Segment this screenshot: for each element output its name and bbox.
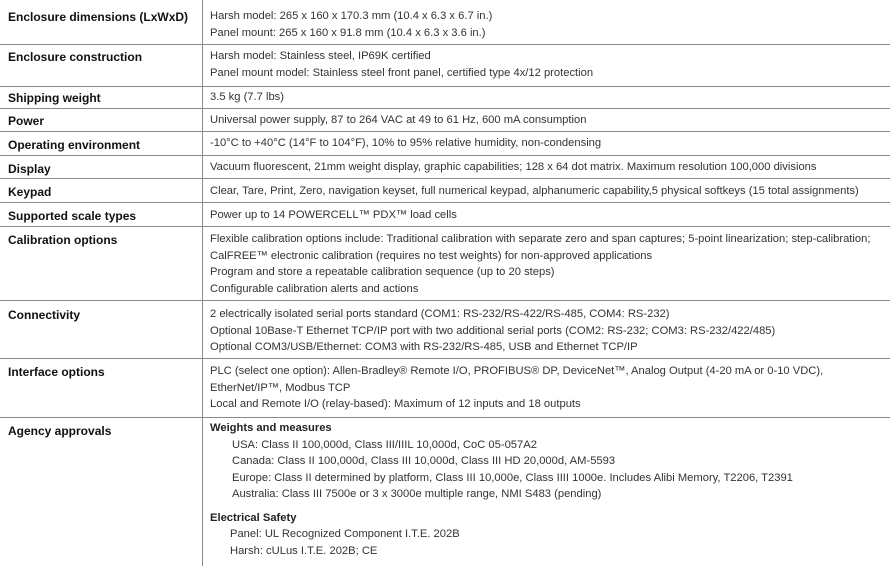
- approval-line: Australia: Class III 7500e or 3 x 3000e multiple range, NMI S483 (pending): [232, 488, 602, 500]
- spec-value: [210, 89, 284, 106]
- spec-value-line: Vacuum fluorescent, 21mm weight display, graphic capabilities; 128 x 64 dot matrix. Maximum resolution 100,000 divisions: [210, 161, 817, 173]
- column-divider: [202, 418, 203, 566]
- spec-label: Keypad: [8, 185, 52, 199]
- spec-value-line: Clear, Tare, Print, Zero, navigation keyset, full numerical keypad, alphanumeric capability,5 physical softkeys (15 total assignments): [210, 185, 859, 197]
- spec-value-line: Flexible calibration options include: Traditional calibration with separate zero and span captures; 5-point linearization; step-calibration;: [210, 233, 871, 245]
- column-divider: [202, 179, 203, 203]
- spec-row-keypad: [0, 178, 890, 202]
- spec-row-enclosure-construction: [0, 44, 890, 86]
- spec-value-line: Program and store a repeatable calibration sequence (up to 20 steps): [210, 266, 555, 278]
- spec-value-line: Harsh model: Stainless steel, IP69K certified: [210, 50, 431, 62]
- spec-value-line: Local and Remote I/O (relay-based): Maximum of 12 inputs and 18 outputs: [210, 398, 581, 410]
- spec-value-line: 3.5 kg (7.7 lbs): [210, 91, 284, 103]
- spec-value-line: Configurable calibration alerts and actions: [210, 282, 419, 295]
- spec-row-operating-environment: [0, 131, 890, 155]
- spec-value-line: CalFREE™ electronic calibration (requires no test weights) for non-approved applications: [210, 249, 653, 262]
- weights-and-measures-heading: Weights and measures: [210, 422, 332, 434]
- approval-line: Canada: Class II 100,000d, Class III 10,000d, Class III HD 20,000d, AM-5593: [232, 455, 616, 467]
- column-divider: [202, 87, 203, 109]
- spec-value-line: Panel mount: 265 x 160 x 91.8 mm (10.4 x 6.3 x 3.6 in.): [210, 26, 486, 39]
- column-divider: [202, 156, 203, 179]
- column-divider: [202, 203, 203, 227]
- approval-line: USA: Class II 100,000d, Class III/IIIL 10,000d, CoC 05-057A2: [232, 438, 537, 451]
- spec-value-line: 2 electrically isolated serial ports standard (COM1: RS-232/RS-422/RS-485, COM4: RS-232): [210, 308, 670, 320]
- spec-value-line: Panel mount model: Stainless steel front panel, certified type 4x/12 protection: [210, 66, 594, 79]
- spec-label: Supported scale types: [8, 209, 137, 223]
- spec-row-shipping-weight: [0, 86, 890, 108]
- spec-value-line: Optional COM3/USB/Ethernet: COM3 with RS-232/RS-485, USB and Ethernet TCP/IP: [210, 341, 638, 353]
- spec-label: Interface options: [8, 365, 105, 379]
- spec-label: Enclosure dimensions (LxWxD): [8, 10, 189, 24]
- spec-value-line: Universal power supply, 87 to 264 VAC at 49 to 61 Hz, 600 mA consumption: [210, 114, 587, 126]
- spec-row-agency-approvals: [0, 417, 890, 565]
- spec-row-enclosure-dimensions: [0, 0, 890, 44]
- spec-value: [210, 8, 492, 41]
- spec-value-line: Harsh model: 265 x 160 x 170.3 mm (10.4 x 6.3 x 6.7 in.): [210, 10, 493, 22]
- spec-label: Connectivity: [8, 308, 81, 322]
- spec-label: Display: [8, 162, 51, 176]
- spec-row-interface-options: [0, 358, 890, 417]
- column-divider: [202, 45, 203, 87]
- spec-value: [210, 183, 859, 200]
- spec-value-line: Power up to 14 POWERCELL™ PDX™ load cells: [210, 209, 457, 221]
- spec-row-supported-scale-types: [0, 202, 890, 226]
- spec-row-power: [0, 108, 890, 131]
- spec-value: [210, 159, 817, 176]
- spec-label: Power: [8, 114, 45, 128]
- spec-value: [210, 363, 823, 413]
- spec-value: [210, 306, 775, 356]
- spec-value: [210, 231, 870, 297]
- spec-value-line: EtherNet/IP™, Modbus TCP: [210, 381, 351, 394]
- spec-label: Enclosure construction: [8, 50, 143, 64]
- column-divider: [202, 109, 203, 132]
- spec-row-connectivity: [0, 300, 890, 358]
- spec-value-line: PLC (select one option): Allen-Bradley® Remote I/O, PROFIBUS® DP, DeviceNet™, Analog Output (4-20 mA or 0-10 VDC),: [210, 365, 824, 377]
- column-divider: [202, 359, 203, 418]
- column-divider: [202, 132, 203, 156]
- spec-label: Agency approvals: [8, 424, 112, 438]
- column-divider: [202, 301, 203, 359]
- spec-label: Calibration options: [8, 233, 118, 247]
- column-divider: [202, 227, 203, 301]
- spec-value-line: -10°C to +40°C (14°F to 104°F), 10% to 95% relative humidity, non-condensing: [210, 137, 602, 149]
- column-divider: [202, 0, 203, 44]
- approval-line: Europe: Class II determined by platform, Class III 10,000e, Class IIII 1000e. Includes Alibi Memory, T2206, T2391: [232, 471, 793, 484]
- spec-label: Shipping weight: [8, 91, 101, 105]
- approval-line: Harsh: cULus I.T.E. 202B; CE: [230, 544, 378, 557]
- spec-value: [210, 420, 793, 559]
- electrical-safety-heading: Electrical Safety: [210, 511, 297, 524]
- spec-row-display: [0, 155, 890, 178]
- approval-line: Panel: UL Recognized Component I.T.E. 202B: [230, 528, 460, 540]
- spec-label: Operating environment: [8, 138, 141, 152]
- spec-value-line: Optional 10Base-T Ethernet TCP/IP port with two additional serial ports (COM2: RS-232; COM3: RS-232/422/485): [210, 324, 776, 337]
- spec-value: [210, 112, 586, 129]
- spec-row-calibration-options: [0, 226, 890, 300]
- spec-value: [210, 48, 593, 81]
- spec-value: [210, 135, 601, 152]
- spec-value: [210, 207, 457, 224]
